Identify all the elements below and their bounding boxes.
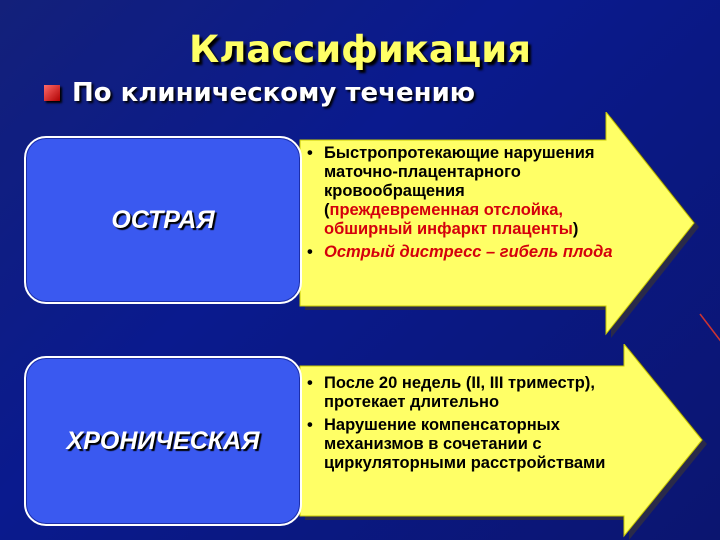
bullet-list-acute — [304, 144, 624, 262]
bullet-text-segment: ( — [324, 201, 330, 219]
box-chronic — [24, 356, 302, 526]
bullet-item — [304, 416, 654, 473]
box-acute — [24, 136, 302, 304]
subtitle: По клиническому течению — [72, 78, 476, 108]
decorative-line — [698, 312, 720, 352]
bullet-text-segment: Быстропротекающие нарушения маточно-плацентарного кровообращения — [324, 144, 595, 200]
bullet-text-segment: преждевременная отслойка, обширный инфаркт плаценты — [324, 201, 573, 238]
arrow-text-acute — [304, 144, 624, 266]
bullet-text-segment: ) — [572, 220, 579, 238]
arrow-text-chronic — [304, 374, 654, 477]
bullet-text-segment: Нарушение компенсаторных механизмов в сочетании с циркуляторными расстройствами — [324, 416, 606, 472]
bullet-text-segment: После 20 недель (II, III триместр), протекает длительно — [324, 374, 595, 411]
bullet-item — [304, 144, 624, 239]
arrow-acute — [296, 112, 706, 338]
red-square-bullet-icon — [44, 85, 60, 101]
arrow-chronic — [296, 344, 710, 540]
bullet-item — [304, 374, 654, 412]
bullet-list-chronic — [304, 374, 654, 473]
bullet-text-segment: Острый дистресс – гибель плода — [324, 243, 613, 261]
slide-title: Классификация — [189, 28, 531, 71]
bullet-item — [304, 243, 624, 262]
subtitle-row — [44, 78, 475, 108]
label-acute: ОСТРАЯ — [111, 205, 215, 234]
label-chronic: ХРОНИЧЕСКАЯ — [66, 426, 260, 455]
